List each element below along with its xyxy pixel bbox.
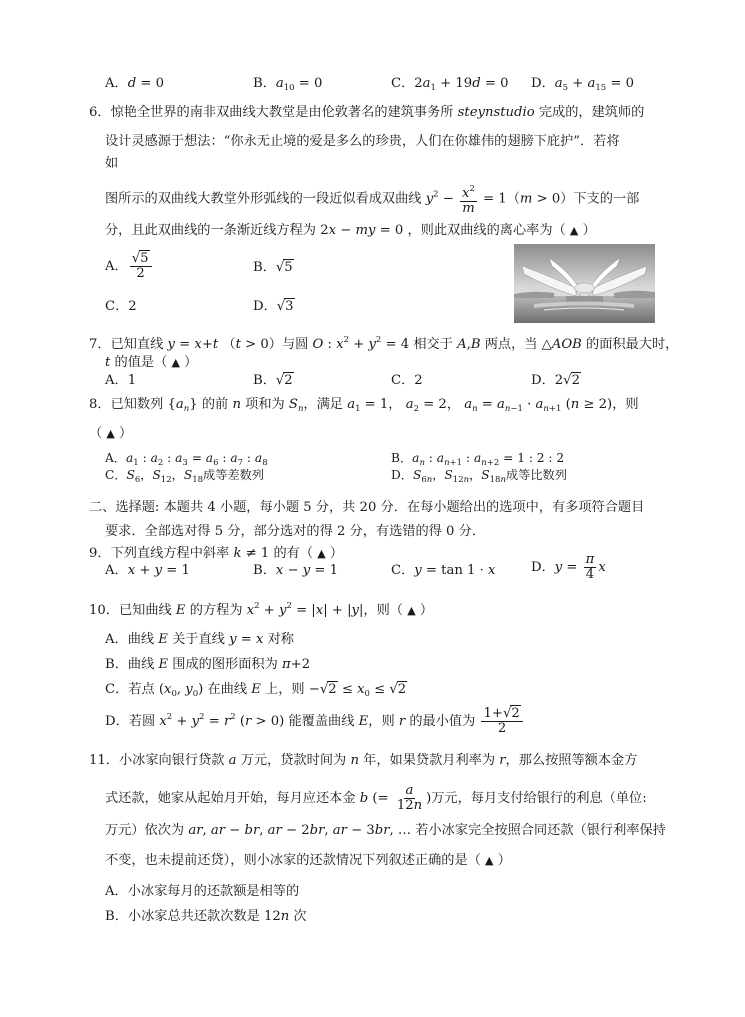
section-2-rules: 要求．全部选对得 5 分，部分选对的得 2 分，有选错的得 0 分．: [105, 524, 486, 539]
section-2-header: 二、选择题: 本题共 4 小题，每小题 5 分，共 20 分．在每小题给出的选项中，有多项符合题目: [89, 500, 645, 515]
q9-option-d: D．y = $\frac{\pi}{4}$ x: [531, 552, 606, 582]
q6-option-c: C．2: [105, 299, 137, 314]
q7-option-a: A．1: [105, 373, 137, 388]
q11-line-2: 式还款，她家从起始月开始，每月应还本金 b (= $\frac{a}{12n}$ )万元，每月支付给银行的利息（单位:: [105, 783, 647, 813]
q8-option-b: B．$a_n$ : $a_{n+1}$ : $a_{n+2} = 1$ : 2 : 2: [391, 451, 565, 468]
q7-line-1: 7．已知直线 y = x+t （t > 0）与圆 O : $x^2 + y^2 = 4$ 相交于 A,B 两点，当 △AOB 的面积最大时，: [89, 335, 679, 352]
q10-option-b: B．曲线 E 围成的图形面积为 π+2: [105, 657, 311, 672]
q8-option-c: C．$S_6$，$S_{12}$，$S_{18}$成等差数列: [105, 468, 264, 485]
q11-line-4: 不变，也未提前还贷），则小冰家的还款情况下列叙述正确的是（ ▲ ）: [105, 853, 511, 868]
q11-line-3: 万元）依次为 ar, ar − br, ar − 2br, ar − 3br, … 若小冰家完全按照合同还款（银行利率保持: [105, 823, 666, 838]
q6-option-b: B．√5: [253, 260, 293, 275]
q5-option-c: C．$2a_1 + 19d = 0$: [391, 76, 509, 93]
q8-line-1: 8．已知数列 $\{a_n\}$ 的前 n 项和为 $S_n$，满足 $a_1 = 1$， $a_2 = 2$， $a_n = a_{n-1} \cdot a_{n+1}$ (n ≥ 2)，则: [89, 397, 639, 414]
q7-option-d: D．2√2: [531, 373, 580, 388]
q6-line-4: 图所示的双曲线大教堂外形弧线的一段近似看成双曲线 $y^2$ − $\frac{x^2}{m}$ = 1（m > 0）下支的一部: [105, 184, 640, 216]
q11-option-b: B．小冰家总共还款次数是 12n 次: [105, 909, 307, 924]
q11-line-1: 11．小冰家向银行贷款 a 万元，贷款时间为 n 年，如果贷款月利率为 r，那么按照等额本金方: [89, 753, 638, 768]
q9-option-a: A．x + y = 1: [105, 563, 190, 578]
q9-option-b: B．x − y = 1: [253, 563, 339, 578]
q6-line-3: 如: [105, 156, 119, 171]
q6-line-5: 分，且此双曲线的一条渐近线方程为 2x − my = 0 ，则此双曲线的离心率为（ ▲ ）: [105, 223, 596, 238]
q8-option-d: D．$S_{6n}$，$S_{12n}$，$S_{18n}$成等比数列: [391, 468, 567, 485]
q9-line-1: 9．下列直线方程中斜率 k ≠ 1 的有（ ▲ ）: [89, 546, 344, 561]
q10-option-c: C．若点 ($x_0$, $y_0$) 在曲线 E 上，则 $-√2 \le x_0 \le √2$: [105, 682, 407, 699]
q6-option-a: A． $\frac{√5}{2}$: [105, 252, 154, 281]
q7-line-2: t 的值是（ ▲ ）: [105, 355, 198, 370]
q6-line-1: 6．惊艳全世界的南非双曲线大教堂是由伦敦著名的建筑事务所 steynstudio 完成的，建筑师的: [89, 105, 645, 120]
q11-option-a: A．小冰家每月的还款额是相等的: [105, 884, 300, 899]
q5-option-a: A．d = 0: [105, 76, 164, 91]
q6-option-d: D．√3: [253, 299, 294, 314]
q10-option-d: D．若圆 $x^2 + y^2 = r^2$ (r > 0) 能覆盖曲线 E，则 r 的最小值为 $\frac{1+√2}{2}$: [105, 707, 525, 736]
q7-option-b: B．√2: [253, 373, 293, 388]
q8-option-a: A．$a_1$ : $a_2$ : $a_3 = a_6$ : $a_7$ : $a_8$: [105, 451, 268, 468]
q6-line-2: 设计灵感源于想法：“你永无止境的爱是多么的珍贵，人们在你雄伟的翅膀下庇护”．若将: [105, 134, 620, 149]
q10-option-a: A．曲线 E 关于直线 y = x 对称: [105, 632, 294, 647]
q7-option-c: C．2: [391, 373, 423, 388]
q8-line-2: （ ▲ ）: [89, 426, 133, 441]
q5-option-d: D．$a_5 + a_{15} = 0$: [531, 76, 635, 93]
q10-line-1: 10．已知曲线 E 的方程为 $x^2 + y^2 = |x| + |y|$，则（ ▲ ）: [89, 601, 434, 618]
hyperbola-cathedral-photo: [514, 244, 655, 323]
q9-option-c: C．y = tan 1 · x: [391, 563, 496, 578]
q5-option-b: B．$a_{10} = 0$: [253, 76, 323, 93]
